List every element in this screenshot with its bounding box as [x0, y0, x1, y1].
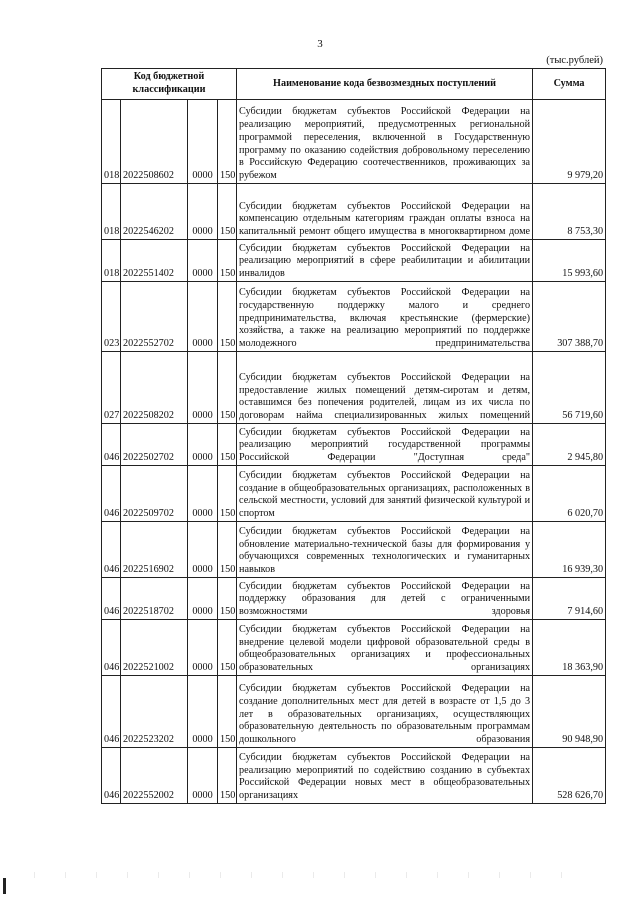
page-number: 3 — [317, 38, 323, 50]
header-name: Наименование кода безвозмездных поступлений — [237, 69, 533, 100]
header-code: Код бюджетной классификации — [102, 69, 237, 100]
subprogram-code-cell: 0000 — [188, 676, 218, 748]
amount-cell: 15 993,60 — [533, 240, 606, 282]
table-row — [102, 620, 606, 676]
subprogram-code-cell: 0000 — [188, 240, 218, 282]
amount-cell: 307 388,70 — [533, 282, 606, 352]
table-row — [102, 240, 606, 282]
admin-code-cell: 018 — [102, 240, 121, 282]
revenue-name-cell: Субсидии бюджетам субъектов Российской Федерации на реализацию мероприятий, предусмотренных региональной программой переселения, включенной в Государственную программу по оказанию содействия добровольному переселению в Российскую Федерацию соотечественников, проживающих за рубежом — [237, 100, 533, 184]
admin-code-cell: 046 — [102, 522, 121, 578]
scan-noise-strip — [20, 872, 580, 878]
revenue-name-cell: Субсидии бюджетам субъектов Российской Федерации на создание в общеобразовательных организациях, расположенных в сельской местности, условий для занятий физической культурой и спортом — [237, 466, 533, 522]
amount-cell: 56 719,60 — [533, 352, 606, 424]
amount-cell: 7 914,60 — [533, 578, 606, 620]
table-body — [102, 100, 606, 804]
admin-code-cell: 018 — [102, 184, 121, 240]
table-row — [102, 578, 606, 620]
budget-table — [101, 68, 606, 804]
group-code-cell: 150 — [218, 676, 237, 748]
group-code-cell: 150 — [218, 184, 237, 240]
classification-code-cell: 2022521002 — [121, 620, 188, 676]
amount-cell: 18 363,90 — [533, 620, 606, 676]
classification-code-cell: 2022552002 — [121, 748, 188, 804]
subprogram-code-cell: 0000 — [188, 282, 218, 352]
classification-code-cell: 2022509702 — [121, 466, 188, 522]
admin-code-cell: 046 — [102, 578, 121, 620]
admin-code-cell: 046 — [102, 466, 121, 522]
revenue-name-cell: Субсидии бюджетам субъектов Российской Федерации на реализацию мероприятий в сфере реабилитации и абилитации инвалидов — [237, 240, 533, 282]
revenue-name-cell: Субсидии бюджетам субъектов Российской Федерации на создание дополнительных мест для детей в возрасте от 1,5 до 3 лет в образовательных организациях, осуществляющих образовательную деятельность по образовательным программам дошкольного образования — [237, 676, 533, 748]
subprogram-code-cell: 0000 — [188, 620, 218, 676]
group-code-cell: 150 — [218, 620, 237, 676]
group-code-cell: 150 — [218, 352, 237, 424]
subprogram-code-cell: 0000 — [188, 748, 218, 804]
revenue-name-cell: Субсидии бюджетам субъектов Российской Федерации на предоставление жилых помещений детям-сиротам и детям, оставшимся без попечения родителей, лицам из их числа по договорам найма специализированных жилых помещений — [237, 352, 533, 424]
table-header-row — [102, 69, 606, 100]
admin-code-cell: 046 — [102, 424, 121, 466]
table-row — [102, 466, 606, 522]
header-sum: Сумма — [533, 69, 606, 100]
classification-code-cell: 2022523202 — [121, 676, 188, 748]
table-row — [102, 676, 606, 748]
group-code-cell: 150 — [218, 100, 237, 184]
amount-cell: 528 626,70 — [533, 748, 606, 804]
subprogram-code-cell: 0000 — [188, 100, 218, 184]
subprogram-code-cell: 0000 — [188, 184, 218, 240]
subprogram-code-cell: 0000 — [188, 424, 218, 466]
admin-code-cell: 046 — [102, 676, 121, 748]
revenue-name-cell: Субсидии бюджетам субъектов Российской Федерации на реализацию мероприятий по содействию созданию в субъектах Российской Федерации новых мест в общеобразовательных организациях — [237, 748, 533, 804]
classification-code-cell: 2022508202 — [121, 352, 188, 424]
admin-code-cell: 023 — [102, 282, 121, 352]
classification-code-cell: 2022516902 — [121, 522, 188, 578]
revenue-name-cell: Субсидии бюджетам субъектов Российской Федерации на поддержку образования для детей с ограниченными возможностями здоровья — [237, 578, 533, 620]
table-row — [102, 184, 606, 240]
admin-code-cell: 046 — [102, 620, 121, 676]
table-row — [102, 748, 606, 804]
amount-cell: 2 945,80 — [533, 424, 606, 466]
amount-cell: 90 948,90 — [533, 676, 606, 748]
subprogram-code-cell: 0000 — [188, 522, 218, 578]
revenue-name-cell: Субсидии бюджетам субъектов Российской Федерации на внедрение целевой модели цифровой образовательной среды в общеобразовательных организациях и профессиональных образовательных организациях — [237, 620, 533, 676]
table-row — [102, 100, 606, 184]
group-code-cell: 150 — [218, 522, 237, 578]
classification-code-cell: 2022518702 — [121, 578, 188, 620]
table-row — [102, 352, 606, 424]
group-code-cell: 150 — [218, 578, 237, 620]
admin-code-cell: 027 — [102, 352, 121, 424]
admin-code-cell: 018 — [102, 100, 121, 184]
revenue-name-cell: Субсидии бюджетам субъектов Российской Федерации на государственную поддержку малого и среднего предпринимательства, включая крестьянские (фермерские) хозяйства, а также на реализацию мероприятий по поддержке молодежного предпринимательства — [237, 282, 533, 352]
group-code-cell: 150 — [218, 748, 237, 804]
group-code-cell: 150 — [218, 424, 237, 466]
classification-code-cell: 2022552702 — [121, 282, 188, 352]
classification-code-cell: 2022546202 — [121, 184, 188, 240]
subprogram-code-cell: 0000 — [188, 466, 218, 522]
amount-cell: 6 020,70 — [533, 466, 606, 522]
units-label: (тыс.рублей) — [546, 55, 603, 66]
subprogram-code-cell: 0000 — [188, 352, 218, 424]
subprogram-code-cell: 0000 — [188, 578, 218, 620]
amount-cell: 16 939,30 — [533, 522, 606, 578]
revenue-name-cell: Субсидии бюджетам субъектов Российской Федерации на обновление материально-технической базы для формирования у обучающихся современных технологических и гуманитарных навыков — [237, 522, 533, 578]
group-code-cell: 150 — [218, 466, 237, 522]
table-row — [102, 522, 606, 578]
classification-code-cell: 2022502702 — [121, 424, 188, 466]
revenue-name-cell: Субсидии бюджетам субъектов Российской Федерации на компенсацию отдельным категориям граждан оплаты взноса на капитальный ремонт общего имущества в многоквартирном доме — [237, 184, 533, 240]
classification-code-cell: 2022508602 — [121, 100, 188, 184]
admin-code-cell: 046 — [102, 748, 121, 804]
table-row — [102, 424, 606, 466]
amount-cell: 8 753,30 — [533, 184, 606, 240]
group-code-cell: 150 — [218, 240, 237, 282]
amount-cell: 9 979,20 — [533, 100, 606, 184]
group-code-cell: 150 — [218, 282, 237, 352]
classification-code-cell: 2022551402 — [121, 240, 188, 282]
revenue-name-cell: Субсидии бюджетам субъектов Российской Федерации на реализацию мероприятий государственной программы Российской Федерации "Доступная среда" — [237, 424, 533, 466]
scan-edge-mark — [3, 878, 6, 894]
table-row — [102, 282, 606, 352]
